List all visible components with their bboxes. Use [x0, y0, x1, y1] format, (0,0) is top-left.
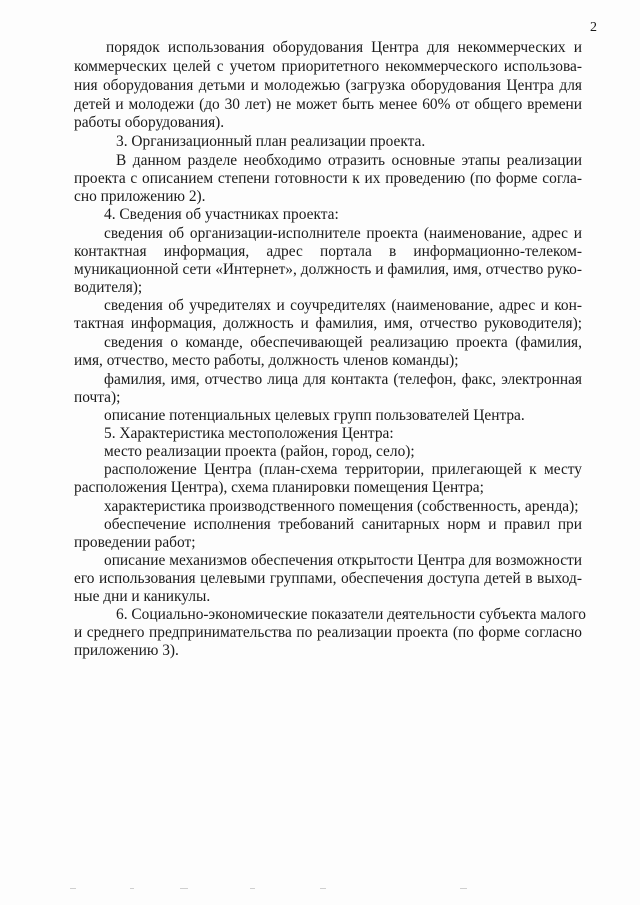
text-line: имя, отчество, место работы, должность членов команды); [74, 352, 459, 369]
text-line: В данном разделе необходимо отразить основные этапы реализации [116, 152, 582, 169]
text-line: сведения об учредителях и соучредителях (наименование, адрес и кон- [104, 297, 582, 314]
text-line: детей и молодежи (до 30 лет) не может быть менее 60% от общего времени [74, 96, 582, 113]
text-line: проекта с описанием степени готовности к их проведению (по форме согла- [74, 170, 582, 187]
text-line: почта); [74, 389, 121, 406]
text-line: ния оборудования детьми и молодежью (загрузка оборудования Центра для [74, 77, 582, 94]
text-line: сведения об организации-исполнителе проекта (наименование, адрес и [104, 225, 582, 242]
text-line: порядок использования оборудования Центра для некоммерческих и [106, 39, 582, 56]
page-number: 2 [590, 20, 597, 35]
scan-artifact [460, 888, 467, 889]
section-heading: 4. Сведения об участниках проекта: [104, 206, 339, 223]
section-heading: 3. Организационный план реализации проекта. [116, 133, 426, 150]
scan-artifact [180, 888, 188, 889]
text-line: приложению 3). [74, 642, 179, 659]
text-line: описание механизмов обеспечения открытости Центра для возможности [104, 552, 582, 569]
text-line: проведении работ; [74, 534, 196, 551]
text-line: характеристика производственного помещения (собственность, аренда); [104, 498, 579, 515]
text-line: водителя); [74, 279, 143, 296]
scan-artifact [130, 888, 134, 889]
section-heading: 5. Характеристика местоположения Центра: [104, 425, 394, 442]
text-line: ные дни и каникулы. [74, 588, 211, 605]
scan-artifact [70, 888, 76, 889]
text-line: тактная информация, должность и фамилия, имя, отчество руководителя); [74, 315, 582, 332]
text-line: фамилия, имя, отчество лица для контакта (телефон, факс, электронная [104, 371, 582, 388]
text-line: его использования целевыми группами, обеспечения доступа детей в выход- [74, 570, 582, 587]
text-line: коммерческих целей с учетом приоритетного некоммерческого использова- [74, 58, 582, 75]
text-line: обеспечение исполнения требований санитарных норм и правил при [104, 516, 582, 533]
text-line: сно приложению 2). [74, 188, 206, 205]
text-line: работы оборудования). [74, 114, 225, 131]
text-line: расположения Центра), схема планировки помещения Центра; [74, 479, 484, 496]
text-line: муникационной сети «Интернет», должность и фамилия, имя, отчество руко- [74, 261, 582, 278]
text-line: и среднего предпринимательства по реализации проекта (по форме согласно [74, 624, 582, 641]
scan-artifact [320, 888, 326, 889]
text-line: сведения о команде, обеспечивающей реализацию проекта (фамилия, [104, 334, 582, 351]
text-line: описание потенциальных целевых групп пользователей Центра. [104, 407, 525, 424]
scan-artifact [250, 888, 255, 889]
text-line: расположение Центра (план-схема территории, прилегающей к месту [104, 461, 582, 478]
text-line: место реализации проекта (район, город, село); [104, 443, 415, 460]
section-heading: 6. Социально-экономические показатели деятельности субъекта малого [116, 606, 586, 623]
text-line: контактная информация, адрес портала в информационно-телеком- [74, 243, 582, 260]
